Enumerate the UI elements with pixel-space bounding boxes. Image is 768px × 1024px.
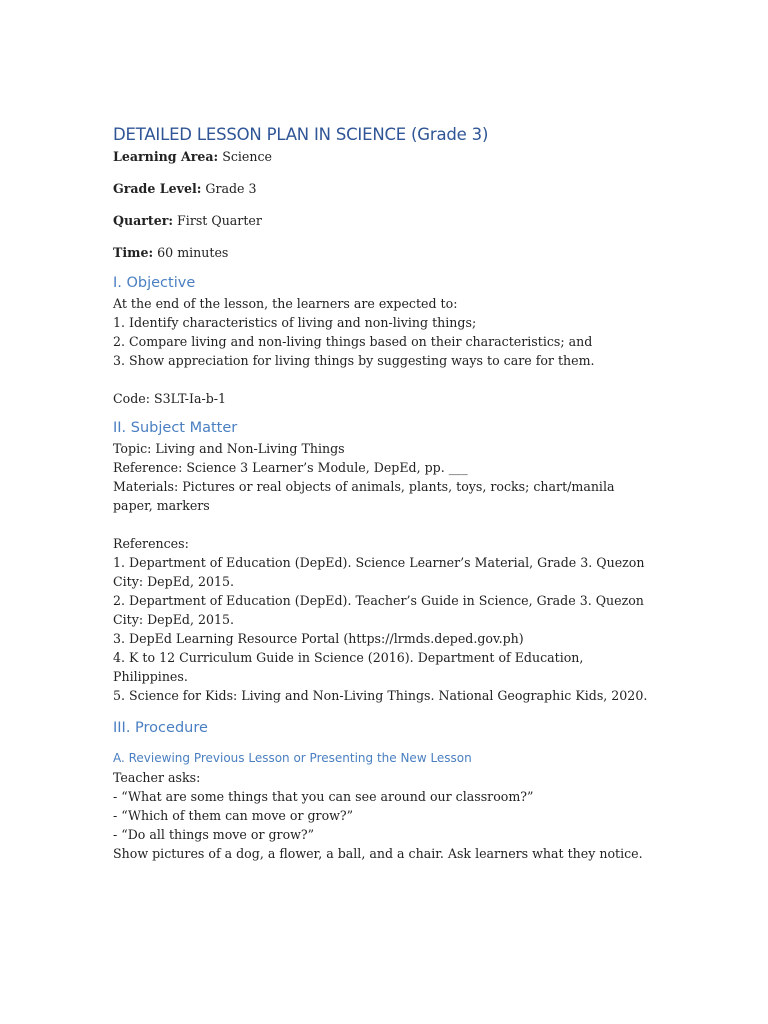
procedure-line: - “What are some things that you can see around our classroom?”	[113, 789, 534, 804]
blank-line	[113, 515, 653, 534]
field-quarter	[113, 211, 653, 230]
reference-item: 2. Department of Education (DepEd). Teacher’s Guide in Science, Grade 3. Quezon City: DepEd, 2015.	[113, 593, 644, 627]
field-value: Grade 3	[201, 181, 257, 196]
field-value: First Quarter	[173, 213, 262, 228]
reference-item: 1. Department of Education (DepEd). Science Learner’s Material, Grade 3. Quezon City: DepEd, 2015.	[113, 555, 645, 589]
document-title: DETAILED LESSON PLAN IN SCIENCE (Grade 3)	[113, 125, 489, 144]
field-label: Time:	[113, 245, 154, 260]
reference-item: 5. Science for Kids: Living and Non-Living Things. National Geographic Kids, 2020.	[113, 688, 648, 703]
subject-topic: Topic: Living and Non-Living Things	[113, 441, 345, 456]
objective-heading: I. Objective	[113, 275, 196, 291]
field-label: Learning Area:	[113, 149, 219, 164]
references-label: References:	[113, 536, 189, 551]
subject-reference: Reference: Science 3 Learner’s Module, DepEd, pp. ___	[113, 460, 468, 475]
field-learning-area	[113, 147, 653, 166]
field-time	[113, 243, 653, 262]
procedure-heading: III. Procedure	[113, 720, 208, 736]
blank-line	[113, 370, 653, 389]
objective-item: 3. Show appreciation for living things by suggesting ways to care for them.	[113, 353, 595, 368]
field-value: 60 minutes	[153, 245, 229, 260]
field-value: Science	[218, 149, 272, 164]
document-content	[113, 123, 653, 863]
procedure-line: - “Which of them can move or grow?”	[113, 808, 354, 823]
objective-code: Code: S3LT-Ia-b-1	[113, 391, 227, 406]
subject-materials: Materials: Pictures or real objects of animals, plants, toys, rocks; chart/manila paper, markers	[113, 479, 615, 513]
objective-item: 1. Identify characteristics of living and non-living things;	[113, 315, 477, 330]
procedure-sub-a-heading: A. Reviewing Previous Lesson or Presenting the New Lesson	[113, 751, 472, 765]
reference-item: 4. K to 12 Curriculum Guide in Science (2016). Department of Education, Philippines.	[113, 650, 584, 684]
objective-intro: At the end of the lesson, the learners are expected to:	[113, 296, 458, 311]
field-grade-level	[113, 179, 653, 198]
subject-matter-heading: II. Subject Matter	[113, 420, 238, 436]
procedure-line: - “Do all things move or grow?”	[113, 827, 315, 842]
procedure-line: Show pictures of a dog, a flower, a ball, and a chair. Ask learners what they notice.	[113, 846, 643, 861]
field-label: Quarter:	[113, 213, 174, 228]
objective-item: 2. Compare living and non-living things based on their characteristics; and	[113, 334, 593, 349]
procedure-line: Teacher asks:	[113, 770, 201, 785]
reference-item: 3. DepEd Learning Resource Portal (https://lrmds.deped.gov.ph)	[113, 631, 524, 646]
field-label: Grade Level:	[113, 181, 202, 196]
